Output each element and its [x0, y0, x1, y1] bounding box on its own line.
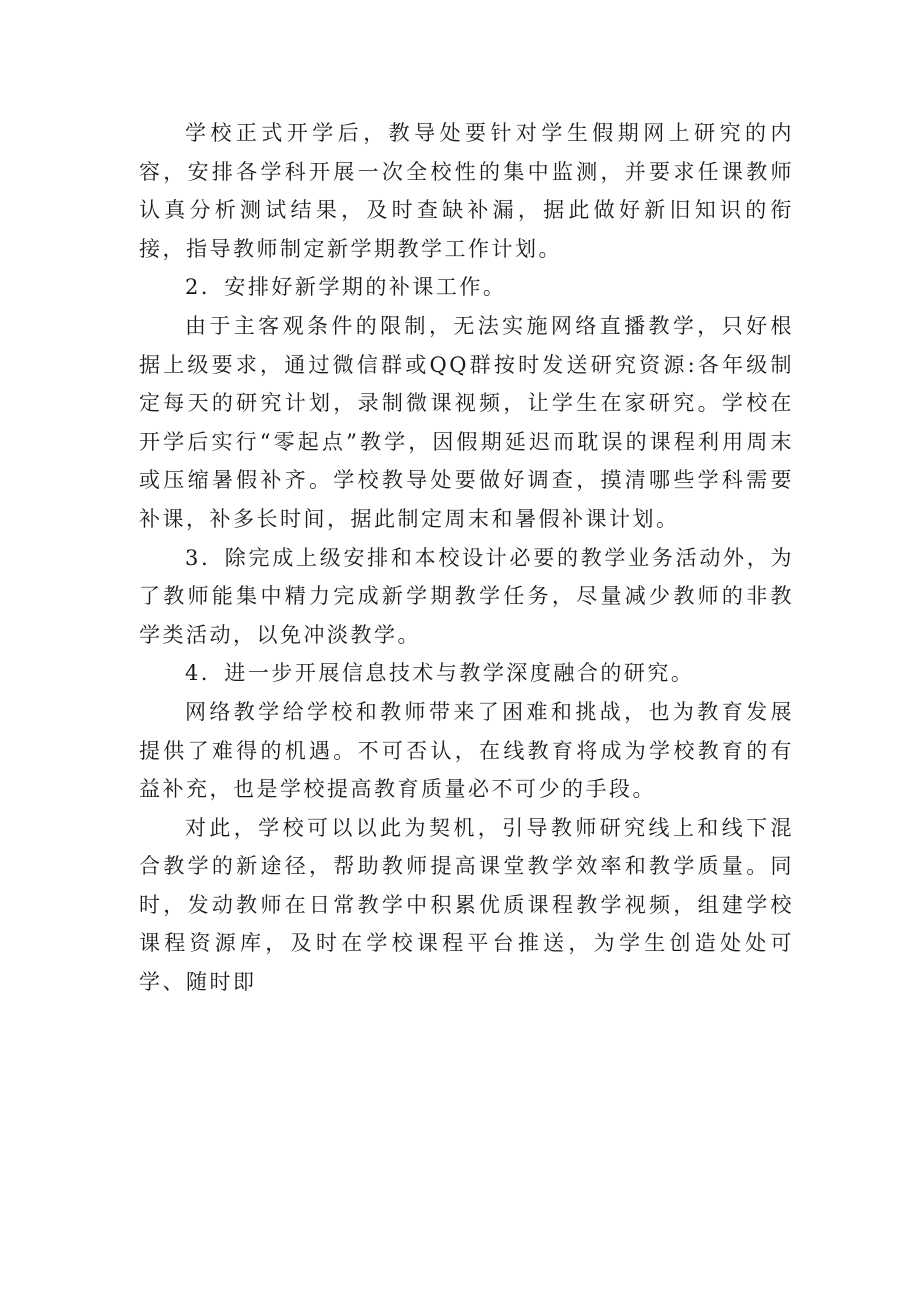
paragraph-exam-after-opening: 学校正式开学后，教导处要针对学生假期网上研究的内容，安排各学科开展一次全校性的集中监测，并要求任课教师认真分析测试结果，及时查缺补漏，据此做好新旧知识的衔接，指导教师制定新学期教学工作计划。 — [139, 121, 794, 261]
paragraph-heading-makeup-classes: 2．安排好新学期的补课工作。 — [185, 275, 507, 300]
paragraph-makeup-classes-detail: 由于主客观条件的限制，无法实施网络直播教学，只好根据上级要求，通过微信群或QQ群按时发送研究资源:各年级制定每天的研究计划，录制微课视频，让学生在家研究。学校在开学后实行“零起点”教学，因假期延迟而耽误的课程利用周末或压缩暑假补齐。学校教导处要做好调查，摸清哪些学科需要补课，补多长时间，据此制定周末和暑假补课计划。 — [139, 313, 794, 531]
document-body — [139, 114, 794, 1002]
paragraph-blended-teaching: 对此，学校可以以此为契机，引导教师研究线上和线下混合教学的新途径，帮助教师提高课堂教学效率和教学质量。同时，发动教师在日常教学中积累优质课程教学视频，组建学校课程资源库，及时在学校课程平台推送，为学生创造处处可学、随时即 — [139, 815, 794, 995]
paragraph-reduce-non-teaching: 3．除完成上级安排和本校设计必要的教学业务活动外，为了教师能集中精力完成新学期教学任务，尽量减少教师的非教学类活动，以免冲淡教学。 — [139, 545, 794, 647]
paragraph-online-teaching-opportunity: 网络教学给学校和教师带来了困难和挑战，也为教育发展提供了难得的机遇。不可否认，在线教育将成为学校教育的有益补充，也是学校提高教育质量必不可少的手段。 — [139, 699, 794, 802]
paragraph-heading-it-integration: 4．进一步开展信息技术与教学深度融合的研究。 — [185, 661, 695, 686]
